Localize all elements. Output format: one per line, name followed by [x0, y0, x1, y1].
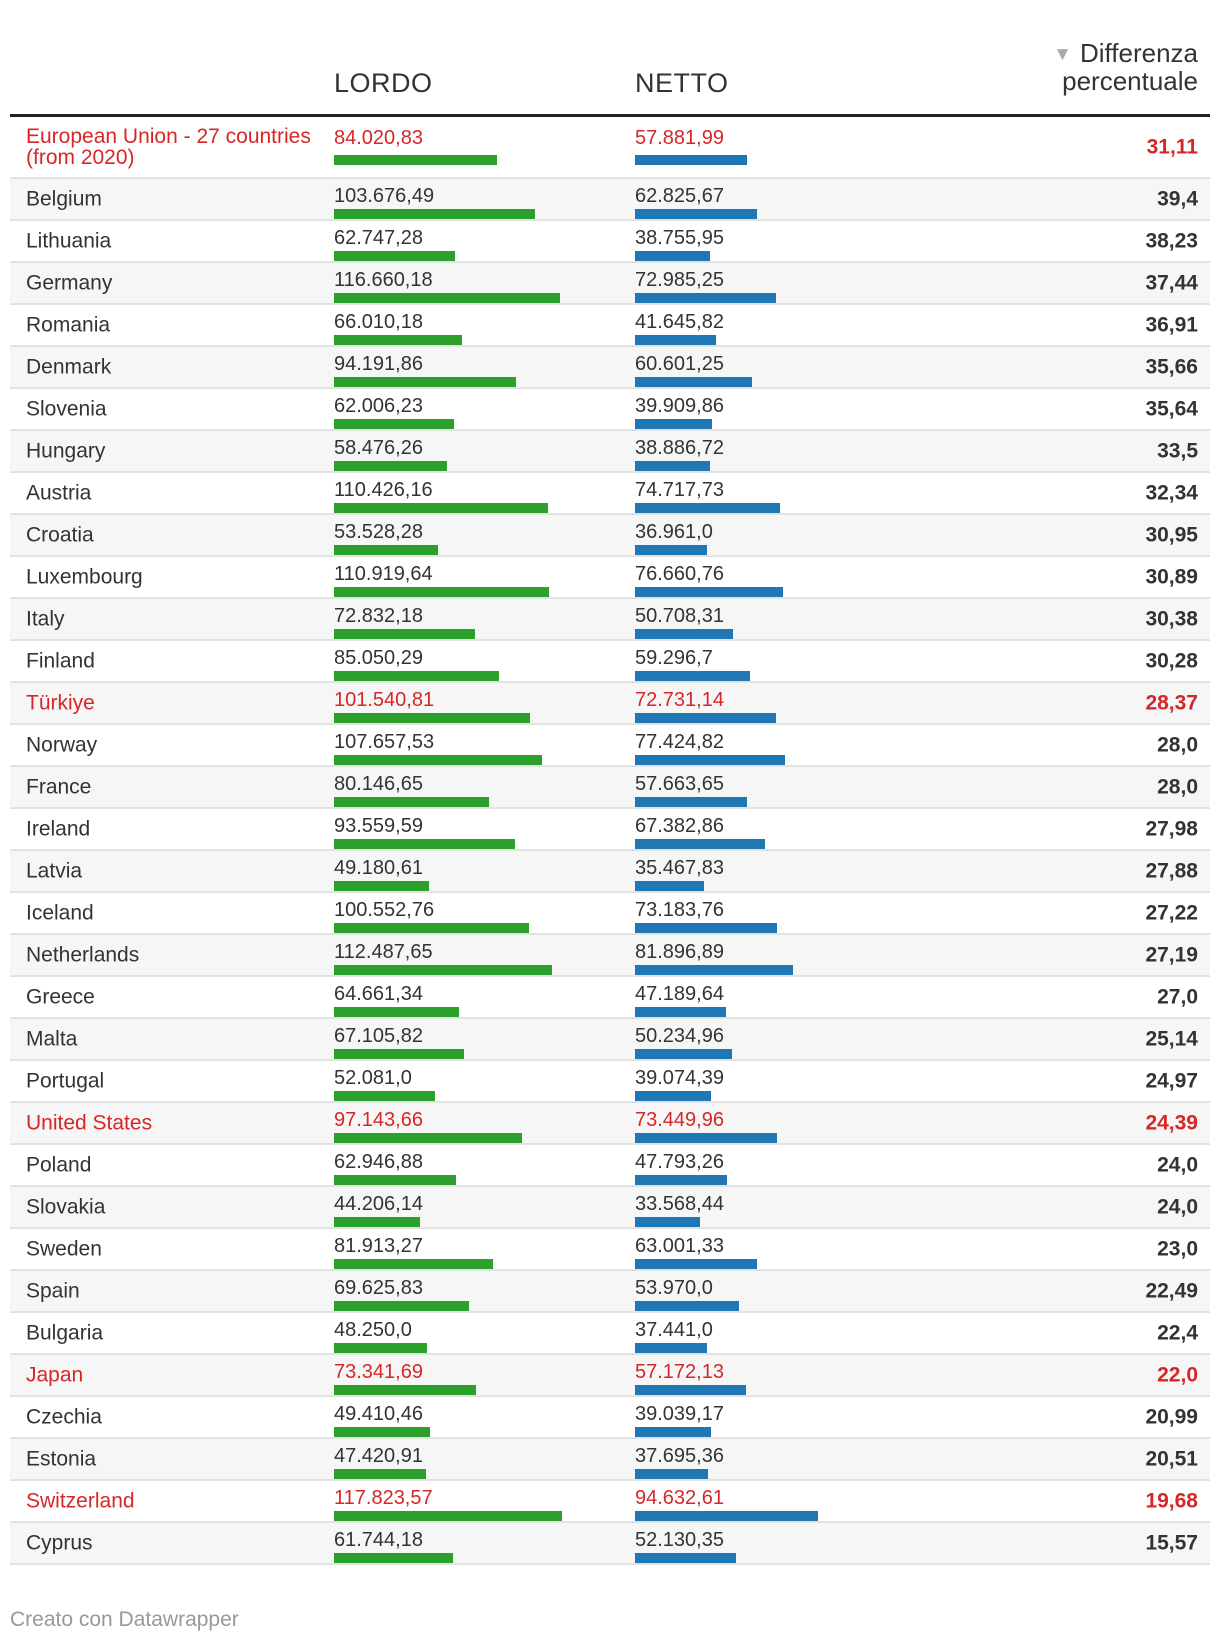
lordo-bar: [334, 965, 552, 975]
netto-bar: [635, 1343, 707, 1353]
table-row: [10, 1229, 1210, 1271]
netto-bar: [635, 629, 733, 639]
diff-value: 31,11: [1146, 135, 1198, 159]
lordo-value: 49.410,46: [334, 1403, 423, 1425]
lordo-value: 52.081,0: [334, 1067, 412, 1089]
netto-bar: [635, 587, 783, 597]
country-name: Germany: [26, 271, 113, 295]
netto-bar: [635, 419, 712, 429]
country-name: Belgium: [26, 187, 102, 211]
lordo-bar: [334, 1553, 453, 1563]
lordo-value: 110.919,64: [334, 563, 433, 585]
table-row: [10, 1061, 1210, 1103]
netto-bar: [635, 251, 710, 261]
lordo-value: 97.143,66: [334, 1109, 423, 1131]
netto-value: 47.793,26: [635, 1151, 724, 1173]
country-name: Slovenia: [26, 397, 107, 421]
lordo-value: 69.625,83: [334, 1277, 423, 1299]
country-name: Malta: [26, 1027, 78, 1051]
lordo-bar: [334, 1175, 456, 1185]
country-name: Türkiye: [26, 691, 95, 715]
table-row: [10, 851, 1210, 893]
lordo-bar: [334, 629, 475, 639]
lordo-value: 67.105,82: [334, 1025, 423, 1047]
netto-bar: [635, 545, 707, 555]
table-row: [10, 1439, 1210, 1481]
lordo-value: 61.744,18: [334, 1529, 423, 1551]
netto-bar: [635, 1301, 739, 1311]
table-row: [10, 767, 1210, 809]
lordo-bar: [334, 1007, 459, 1017]
netto-bar: [635, 923, 777, 933]
diff-value: 22,49: [1145, 1279, 1198, 1303]
diff-value: 36,91: [1145, 313, 1198, 337]
netto-bar: [635, 1259, 757, 1269]
netto-bar: [635, 1553, 736, 1563]
country-name: Luxembourg: [26, 565, 143, 589]
netto-value: 39.074,39: [635, 1067, 724, 1089]
netto-bar: [635, 1049, 732, 1059]
country-name: Croatia: [26, 523, 94, 547]
lordo-bar: [334, 1049, 464, 1059]
diff-value: 30,38: [1145, 607, 1198, 631]
netto-bar: [635, 1217, 700, 1227]
lordo-value: 73.341,69: [334, 1361, 423, 1383]
lordo-value: 49.180,61: [334, 857, 423, 879]
netto-bar: [635, 1469, 708, 1479]
lordo-value: 107.657,53: [334, 731, 435, 753]
netto-value: 50.708,31: [635, 605, 724, 627]
country-name: France: [26, 775, 92, 799]
lordo-value: 44.206,14: [334, 1193, 423, 1215]
diff-value: 28,0: [1157, 733, 1198, 757]
netto-value: 73.449,96: [635, 1109, 724, 1131]
country-name: Poland: [26, 1153, 92, 1177]
lordo-value: 48.250,0: [334, 1319, 412, 1341]
netto-value: 81.896,89: [635, 941, 724, 963]
netto-value: 38.755,95: [635, 227, 724, 249]
country-name: Hungary: [26, 439, 106, 463]
lordo-bar: [334, 251, 455, 261]
diff-value: 30,89: [1145, 565, 1198, 589]
diff-value: 19,68: [1145, 1489, 1198, 1513]
lordo-bar: [334, 1301, 469, 1311]
table-row: [10, 431, 1210, 473]
netto-bar: [635, 713, 776, 723]
table-row: [10, 641, 1210, 683]
netto-bar: [635, 1427, 711, 1437]
netto-value: 67.382,86: [635, 815, 724, 837]
diff-value: 24,97: [1145, 1069, 1198, 1093]
country-name: Ireland: [26, 817, 91, 841]
netto-value: 57.881,99: [635, 127, 724, 149]
table-row: [10, 221, 1210, 263]
lordo-value: 62.946,88: [334, 1151, 423, 1173]
table-row: [10, 893, 1210, 935]
netto-bar: [635, 881, 704, 891]
diff-value: 24,39: [1145, 1111, 1198, 1135]
netto-value: 74.717,73: [635, 479, 724, 501]
lordo-bar: [334, 1217, 420, 1227]
lordo-value: 101.540,81: [334, 689, 435, 711]
diff-value: 30,95: [1145, 523, 1198, 547]
diff-value: 22,0: [1157, 1363, 1198, 1387]
netto-bar: [635, 377, 752, 387]
country-name: Spain: [26, 1279, 80, 1303]
table-row: [10, 683, 1210, 725]
country-name: Sweden: [26, 1237, 102, 1261]
netto-bar: [635, 1133, 777, 1143]
netto-value: 41.645,82: [635, 311, 724, 333]
netto-value: 59.296,7: [635, 647, 713, 669]
netto-value: 76.660,76: [635, 563, 724, 585]
country-name: Latvia: [26, 859, 83, 883]
netto-bar: [635, 839, 765, 849]
table-row: [10, 473, 1210, 515]
table-row: [10, 1019, 1210, 1061]
lordo-value: 94.191,86: [334, 353, 423, 375]
netto-value: 57.172,13: [635, 1361, 724, 1383]
lordo-bar: [334, 713, 530, 723]
lordo-bar: [334, 1427, 430, 1437]
lordo-bar: [334, 1385, 476, 1395]
lordo-bar: [334, 1469, 426, 1479]
lordo-value: 112.487,65: [334, 941, 433, 963]
lordo-bar: [334, 1091, 435, 1101]
column-header-differenza[interactable]: [1053, 40, 1198, 95]
lordo-value: 117.823,57: [334, 1487, 433, 1509]
country-name: European Union - 27 countries (from 2020): [26, 125, 311, 169]
diff-value: 27,0: [1157, 985, 1198, 1009]
netto-value: 52.130,35: [635, 1529, 724, 1551]
table-row: [10, 347, 1210, 389]
netto-bar: [635, 1091, 711, 1101]
table-row: [10, 263, 1210, 305]
lordo-bar: [334, 755, 542, 765]
lordo-bar: [334, 797, 489, 807]
diff-value: 33,5: [1157, 439, 1198, 463]
lordo-bar: [334, 881, 429, 891]
country-name: Slovakia: [26, 1195, 106, 1219]
lordo-bar: [334, 293, 560, 303]
diff-value: 22,4: [1157, 1321, 1198, 1345]
netto-bar: [635, 1007, 726, 1017]
lordo-value: 81.913,27: [334, 1235, 423, 1257]
country-name: Denmark: [26, 355, 112, 379]
sort-descending-icon[interactable]: ▼: [1053, 44, 1072, 65]
table-row: [10, 977, 1210, 1019]
diff-value: 28,0: [1157, 775, 1198, 799]
table-row: [10, 305, 1210, 347]
lordo-bar: [334, 587, 549, 597]
lordo-value: 58.476,26: [334, 437, 423, 459]
lordo-value: 100.552,76: [334, 899, 435, 921]
country-name: Portugal: [26, 1069, 105, 1093]
lordo-bar: [334, 545, 438, 555]
lordo-value: 53.528,28: [334, 521, 423, 543]
lordo-bar: [334, 461, 447, 471]
netto-bar: [635, 155, 747, 165]
country-name: Greece: [26, 985, 95, 1009]
netto-value: 36.961,0: [635, 521, 713, 543]
country-name: Iceland: [26, 901, 94, 925]
netto-bar: [635, 1511, 818, 1521]
netto-value: 73.183,76: [635, 899, 724, 921]
netto-bar: [635, 1385, 746, 1395]
netto-value: 63.001,33: [635, 1235, 724, 1257]
lordo-value: 84.020,83: [334, 127, 423, 149]
lordo-bar: [334, 671, 499, 681]
table-row: [10, 599, 1210, 641]
diff-value: 27,19: [1145, 943, 1198, 967]
table-row: [10, 935, 1210, 977]
lordo-bar: [334, 923, 529, 933]
netto-value: 94.632,61: [635, 1487, 724, 1509]
column-header-netto[interactable]: NETTO: [635, 68, 729, 98]
netto-value: 47.189,64: [635, 983, 724, 1005]
lordo-bar: [334, 377, 516, 387]
lordo-bar: [334, 1343, 427, 1353]
table-row: [10, 809, 1210, 851]
table-row: [10, 1397, 1210, 1439]
diff-value: 27,88: [1145, 859, 1198, 883]
netto-value: 37.695,36: [635, 1445, 724, 1467]
table-row: [10, 1103, 1210, 1145]
netto-value: 33.568,44: [635, 1193, 724, 1215]
diff-value: 20,99: [1145, 1405, 1198, 1429]
netto-bar: [635, 335, 716, 345]
netto-value: 53.970,0: [635, 1277, 713, 1299]
table-row: [10, 1355, 1210, 1397]
netto-value: 57.663,65: [635, 773, 724, 795]
diff-value: 35,64: [1145, 397, 1198, 421]
country-name: Cyprus: [26, 1531, 93, 1555]
table-row: [10, 1313, 1210, 1355]
netto-value: 60.601,25: [635, 353, 724, 375]
lordo-value: 62.006,23: [334, 395, 423, 417]
diff-value: 25,14: [1145, 1027, 1198, 1051]
lordo-bar: [334, 209, 535, 219]
netto-bar: [635, 1175, 727, 1185]
lordo-bar: [334, 1511, 562, 1521]
lordo-value: 103.676,49: [334, 185, 435, 207]
lordo-value: 62.747,28: [334, 227, 423, 249]
country-name: Romania: [26, 313, 111, 337]
netto-value: 39.039,17: [635, 1403, 724, 1425]
footer-credit[interactable]: Creato con Datawrapper: [10, 1608, 239, 1631]
netto-value: 72.985,25: [635, 269, 724, 291]
netto-value: 77.424,82: [635, 731, 724, 753]
diff-value: 30,28: [1145, 649, 1198, 673]
netto-bar: [635, 209, 757, 219]
table-row: [10, 1145, 1210, 1187]
lordo-value: 93.559,59: [334, 815, 423, 837]
lordo-value: 110.426,16: [334, 479, 433, 501]
lordo-bar: [334, 503, 548, 513]
country-name: Netherlands: [26, 943, 140, 967]
table-row: [10, 515, 1210, 557]
netto-bar: [635, 503, 780, 513]
netto-value: 50.234,96: [635, 1025, 724, 1047]
country-name: Bulgaria: [26, 1321, 104, 1345]
netto-bar: [635, 965, 793, 975]
netto-bar: [635, 671, 750, 681]
column-header-differenza-line2: percentuale: [1062, 66, 1198, 96]
country-name: Austria: [26, 481, 92, 505]
diff-value: 27,98: [1145, 817, 1198, 841]
country-name: Italy: [26, 607, 65, 631]
table-row: [10, 1523, 1210, 1565]
netto-bar: [635, 293, 776, 303]
netto-value: 37.441,0: [635, 1319, 713, 1341]
table-row: [10, 1187, 1210, 1229]
lordo-bar: [334, 419, 454, 429]
column-header-differenza-line1: Differenza: [1079, 38, 1198, 68]
lordo-value: 116.660,18: [334, 269, 433, 291]
diff-value: 23,0: [1157, 1237, 1198, 1261]
netto-bar: [635, 461, 710, 471]
table-row: [10, 1481, 1210, 1523]
country-name: Finland: [26, 649, 95, 673]
lordo-bar: [334, 1133, 522, 1143]
lordo-bar: [334, 155, 497, 165]
netto-bar: [635, 797, 747, 807]
lordo-bar: [334, 1259, 493, 1269]
country-name: Norway: [26, 733, 98, 757]
diff-value: 24,0: [1157, 1195, 1198, 1219]
netto-bar: [635, 755, 785, 765]
table-row: [10, 389, 1210, 431]
table-row: [10, 179, 1210, 221]
lordo-value: 47.420,91: [334, 1445, 423, 1467]
country-name: Switzerland: [26, 1489, 135, 1513]
lordo-value: 85.050,29: [334, 647, 423, 669]
table-row: [10, 1271, 1210, 1313]
netto-value: 38.886,72: [635, 437, 724, 459]
diff-value: 32,34: [1145, 481, 1198, 505]
lordo-value: 72.832,18: [334, 605, 423, 627]
netto-value: 39.909,86: [635, 395, 724, 417]
table-row: [10, 725, 1210, 767]
diff-value: 20,51: [1145, 1447, 1198, 1471]
lordo-value: 64.661,34: [334, 983, 423, 1005]
country-name: United States: [26, 1111, 153, 1135]
lordo-bar: [334, 839, 515, 849]
diff-value: 35,66: [1145, 355, 1198, 379]
netto-value: 35.467,83: [635, 857, 724, 879]
lordo-value: 80.146,65: [334, 773, 423, 795]
country-name: Czechia: [26, 1405, 102, 1429]
diff-value: 15,57: [1145, 1531, 1198, 1555]
diff-value: 27,22: [1145, 901, 1198, 925]
diff-value: 38,23: [1145, 229, 1198, 253]
lordo-bar: [334, 335, 462, 345]
country-name: Japan: [26, 1363, 84, 1387]
diff-value: 24,0: [1157, 1153, 1198, 1177]
table-row: [10, 557, 1210, 599]
country-name: Lithuania: [26, 229, 112, 253]
diff-value: 28,37: [1145, 691, 1198, 715]
netto-value: 62.825,67: [635, 185, 724, 207]
country-name: Estonia: [26, 1447, 97, 1471]
lordo-value: 66.010,18: [334, 311, 423, 333]
diff-value: 37,44: [1145, 271, 1198, 295]
table-row: [10, 117, 1210, 179]
table-header: [10, 38, 1210, 115]
column-header-lordo[interactable]: LORDO: [334, 68, 433, 98]
netto-value: 72.731,14: [635, 689, 724, 711]
table-body: [10, 117, 1210, 1565]
diff-value: 39,4: [1157, 187, 1198, 211]
